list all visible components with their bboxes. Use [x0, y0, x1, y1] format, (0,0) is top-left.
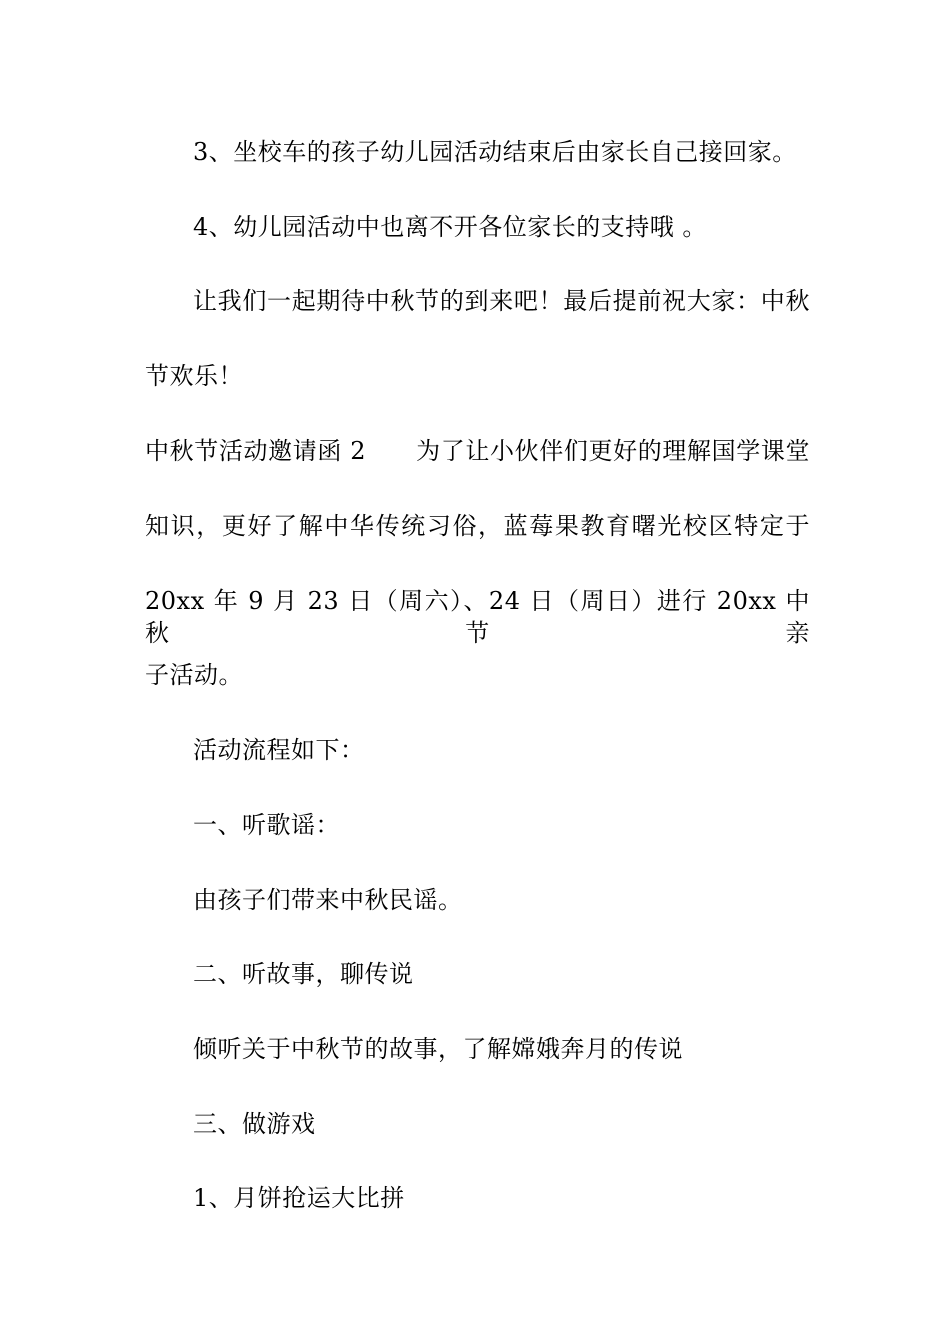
invitation-intro-line-1: [145, 435, 810, 467]
step-two-heading: 二、听故事，聊传说: [193, 960, 414, 988]
step-one-heading: 一、听歌谣：: [193, 811, 340, 839]
section-title: 中秋节活动邀请函 2: [145, 437, 367, 465]
paragraph-item-3: 3、坐校车的孩子幼儿园活动结束后由家长自己接回家。: [193, 138, 797, 166]
step-three-heading: 三、做游戏: [193, 1110, 316, 1138]
step-one-text: 由孩子们带来中秋民谣。: [193, 886, 463, 914]
activity-flow-heading: 活动流程如下：: [193, 736, 365, 764]
paragraph-item-4: 4、幼儿园活动中也离不开各位家长的支持哦 。: [193, 213, 707, 241]
closing-paragraph-line-1: 让我们一起期待中秋节的到来吧！最后提前祝大家：中秋: [193, 287, 810, 315]
invitation-intro-text: 为了让小伙伴们更好的理解国学课堂: [416, 437, 810, 465]
step-two-text: 倾听关于中秋节的故事，了解嫦娥奔月的传说: [193, 1035, 683, 1063]
invitation-intro-line-4: 子活动。: [145, 661, 243, 689]
invitation-intro-line-2: 知识，更好了解中华传统习俗，蓝莓果教育曙光校区特定于: [145, 512, 810, 540]
game-item-1: 1、月饼抢运大比拼: [193, 1184, 405, 1212]
closing-paragraph-line-2: 节欢乐！: [145, 362, 243, 390]
invitation-intro-line-3: 20xx 年 9 月 23 日（周六）、24 日（周日）进行 20xx 中秋节亲: [145, 587, 810, 647]
